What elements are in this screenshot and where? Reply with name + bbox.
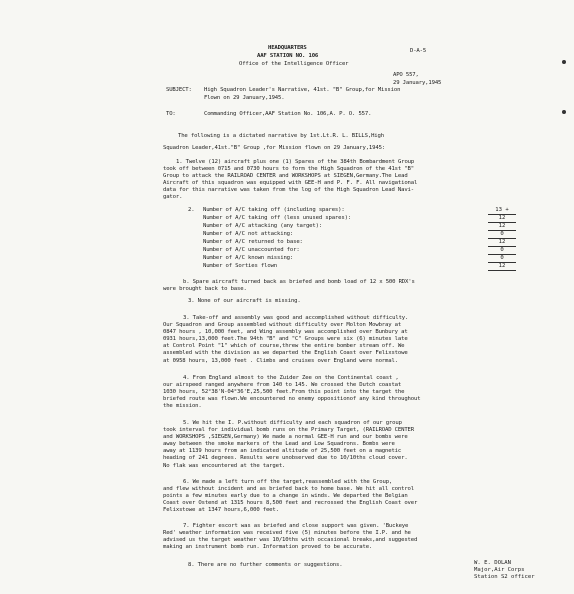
count-value-6: 0 (488, 255, 516, 263)
paragraph-8: 7. Fighter escort was as briefed and close support was given. 'Buckeye Red' weather information was received five (5) minutes before the I.P. and he advised us the target weather was 10/10ths with occasional breaks,and suggested making an instrument bomb run. Information proved to be accurate. (163, 523, 418, 551)
punch-hole-mark (562, 110, 566, 114)
signature-rank: Major,Air Corps (474, 567, 525, 573)
paragraph-5: 4. From England almost to the Zuider Zee on the Continental coast , our airspeed ranged anywhere from 140 to 145. We crossed the Dutch coastat 1030 hours, 52°38'N-04°36'E,25,500 feet.From this point into the target the briefed route was flown.We encountered no enemy oppositionof any kind throughout the mission. (163, 375, 421, 410)
signature-name: W. E. DOLAN (474, 560, 512, 566)
subject-line-2: Flown on 29 January,1945. (204, 95, 285, 101)
org-line-3: Office of the Intelligence Officer (239, 61, 349, 67)
count-value-2: 12 (488, 223, 516, 231)
apo-line: APO 557, (393, 72, 419, 78)
paragraph-1: 1. Twelve (12) aircraft plus one (1) Spares of the 384th Bombardment Group took off between 0715 and 0730 hours to form the High Squadron of the 41st "B" Group to attack the RAILROAD CENTER and WORKSHOPS at SIEGEN,Germany.The Lead Aircraft of this squadron was equipped with GEE-H and P. F. F. All navigational data for this narrative was taken from the log of the High Squadron Lead Navi- gator. (163, 159, 418, 201)
count-label-4: Number of A/C returned to base: (203, 239, 303, 245)
count-label-2: Number of A/C attacking (any target): (203, 223, 323, 229)
count-label-5: Number of A/C unaccounted for: (203, 247, 300, 253)
subject-label: SUBJECT: (166, 87, 192, 93)
org-line-1: HEADQUARTERS (268, 45, 307, 51)
count-value-1: 12 (488, 215, 516, 223)
para-2-label: 2. (188, 207, 195, 213)
paragraph-6: 5. We hit the I. P.without difficulty and each squadron of our group took interval for individual bomb runs on the Primary Target, (RAILROAD CENTER and WORKSHOPS ,SIEGEN,Germany) We made a normal GEE-H run and our bombs were away between the smoke markers of the Lead and Low Squadrons. Bombs were away at 1139 hours from an indicated altitude of 25,500 feet on a magnetic heading of 241 degrees. Results were unobserved due to 10/10ths cloud cover. No flak was encountered at the target. (163, 420, 414, 469)
count-value-5: 0 (488, 247, 516, 255)
count-label-7: Number of Sorties flown (203, 263, 278, 269)
org-line-2: AAF STATION NO. 106 (257, 53, 319, 59)
count-value-3: 0 (488, 231, 516, 239)
intro-line-2: Squadron Leader,41st."B" Group ,for Mission flown on 29 January,1945: (163, 145, 386, 151)
date-line: 29 January,1945 (393, 80, 442, 86)
count-value-0: 13 + (488, 207, 516, 215)
paragraph-4: 3. Take-off and assembly was good and accomplished without difficulty. Our Squadron and Group assembled without difficulty over Molton Mowbray at 0847 hours , 10,000 feet, and Wing assembly was accomplished over Bunbury at 0931 hours,13,000 feet.The 94th "B" and "C" Groups were six (6) minutes late at Control Point "1" which of course,threw the entire bomber stream off. We assembled with the division as we departed the English Coast over Felixstowe at 0958 hours, 13,000 feet . Climbs and cruises over England were normal. (163, 315, 409, 364)
count-label-6: Number of A/C known missing: (203, 255, 294, 261)
subject-line-1: High Squadron Leader's Narrative, 41st. "B" Group,for Mission (204, 87, 401, 93)
paragraph-3: 3. None of our aircraft is missing. (188, 298, 301, 304)
file-mark: D-A-5 (410, 48, 427, 54)
count-label-0: Number of A/C taking off (including spares): (203, 207, 345, 213)
paragraph-7: 6. We made a left turn off the target,reassembled with the Group, and flew without incident and as briefed back to home base. We hit all control points a few minutes early due to a change in winds. We departed the Belgian Coast over Ostend at 1315 hours 8,500 feet and recrossed the English Coast over Felixstowe at 1347 hours,6,000 feet. (163, 479, 418, 514)
count-value-4: 12 (488, 239, 516, 247)
to-value: Commanding Officer,AAF Station No. 106,A. P. O. 557. (204, 111, 372, 117)
paragraph-9: 8. There are no further comments or suggestions. (188, 562, 343, 568)
count-label-1: Number of A/C taking off (less unused spares): (203, 215, 352, 221)
count-value-7: 12 (488, 263, 516, 271)
paragraph-2b: b. Spare aircraft turned back as briefed and bomb load of 12 x 500 RDX's were brought back to base. (163, 279, 415, 293)
intro-line-1: The following is a dictated narrative by 1st.Lt.R. L. BILLS,High (178, 133, 384, 139)
to-label: TO: (166, 111, 176, 117)
signature-title: Station S2 officer (474, 574, 535, 580)
count-label-3: Number of A/C not attacking: (203, 231, 294, 237)
punch-hole-mark (562, 60, 566, 64)
